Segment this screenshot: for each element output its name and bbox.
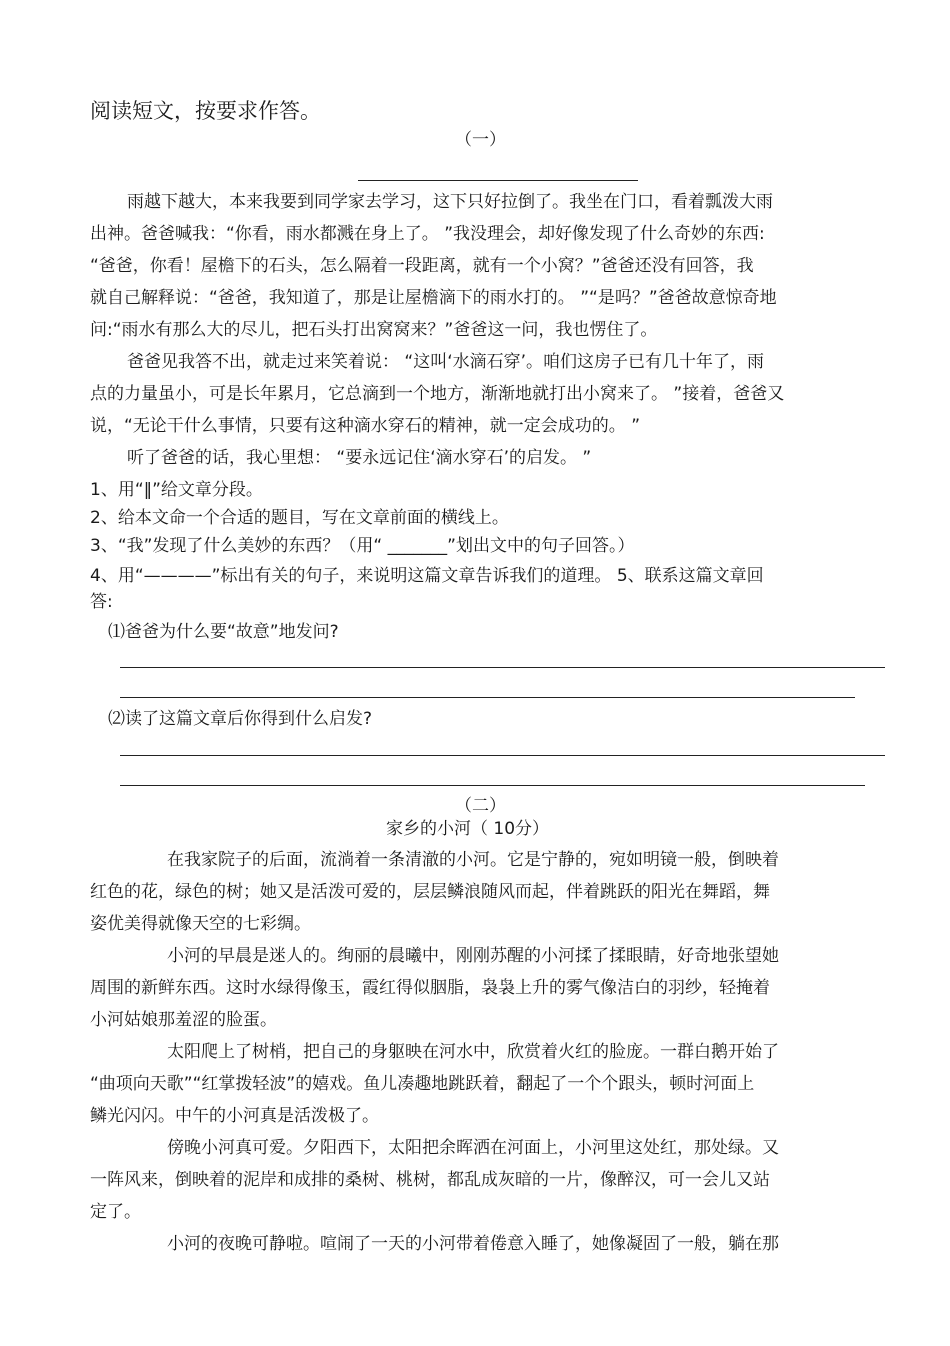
- question-3: 3、“我”发现了什么美妙的东西？（用“ _______”划出文中的句子回答。）: [90, 536, 635, 556]
- p1-line-6: 爸爸见我答不出，就走过来笑着说： “这叫‘水滴石穿’。咱们这房子已有几十年了，雨: [127, 352, 765, 372]
- p2-line-11: 一阵风来，倒映着的泥岸和成排的桑树、桃树，都乱成灰暗的一片，像醉汉，可一会儿又站: [90, 1170, 770, 1190]
- part1-heading: （一）: [455, 130, 506, 150]
- p1-line-9: 听了爸爸的话，我心里想： “要永远记住‘滴水穿石’的启发。 ”: [127, 448, 592, 468]
- title-blank-line[interactable]: [358, 180, 638, 181]
- part2-heading: （二）: [455, 796, 506, 816]
- p1-line-2: 出神。爸爸喊我：“你看，雨水都溅在身上了。 ”我没理会，却好像发现了什么奇妙的东西:: [90, 224, 765, 244]
- question-1: 1、用“‖”给文章分段。: [90, 480, 263, 500]
- p2-line-7: 太阳爬上了树梢，把自己的身躯映在河水中，欣赏着火红的脸庞。一群白鹅开始了: [167, 1042, 779, 1062]
- answer-line-2a[interactable]: [120, 755, 885, 756]
- part2-title: 家乡的小河（ 10分）: [386, 819, 550, 839]
- question-4-cont: 答:: [90, 592, 113, 612]
- p2-line-5: 周围的新鲜东西。这时水绿得像玉，霞红得似胭脂，袅袅上升的雾气像洁白的羽纱，轻掩着: [90, 978, 770, 998]
- instruction: 阅读短文，按要求作答。: [90, 99, 321, 123]
- question-2: 2、给本文命一个合适的题目，写在文章前面的横线上。: [90, 508, 509, 528]
- p1-line-1: 雨越下越大，本来我要到同学家去学习，这下只好拉倒了。我坐在门口，看着瓢泼大雨: [127, 192, 773, 212]
- p2-line-12: 定了。: [90, 1202, 141, 1222]
- p1-line-3: “爸爸，你看！屋檐下的石头，怎么隔着一段距离，就有一个小窝？”爸爸还没有回答，我: [90, 256, 754, 276]
- p1-line-8: 说，“无论干什么事情，只要有这种滴水穿石的精神，就一定会成功的。 ”: [90, 416, 641, 436]
- p2-line-3: 姿优美得就像天空的七彩绸。: [90, 914, 311, 934]
- answer-line-2b[interactable]: [120, 785, 865, 786]
- p2-line-6: 小河姑娘那羞涩的脸蛋。: [90, 1010, 277, 1030]
- p1-line-4: 就自己解释说：“爸爸，我知道了，那是让屋檐滴下的雨水打的。 ”“是吗？”爸爸故意惊奇地: [90, 288, 777, 308]
- answer-line-1b[interactable]: [120, 697, 855, 698]
- answer-line-1a[interactable]: [120, 667, 885, 668]
- sub-question-2: ⑵读了这篇文章后你得到什么启发?: [108, 709, 373, 729]
- p2-line-4: 小河的早晨是迷人的。绚丽的晨曦中，刚刚苏醒的小河揉了揉眼睛，好奇地张望她: [167, 946, 779, 966]
- p2-line-10: 傍晚小河真可爱。夕阳西下，太阳把余晖洒在河面上，小河里这处红，那处绿。又: [167, 1138, 779, 1158]
- p1-line-7: 点的力量虽小，可是长年累月，它总滴到一个地方，渐渐地就打出小窝来了。 ”接着，爸爸又: [90, 384, 785, 404]
- p1-line-5: 问:“雨水有那么大的尽儿，把石头打出窝窝来？”爸爸这一问，我也愣住了。: [90, 320, 658, 340]
- p2-line-8: “曲项向天歌”“红掌拨轻波”的嬉戏。鱼儿凑趣地跳跃着，翻起了一个个跟头，顿时河面上: [90, 1074, 755, 1094]
- p2-line-1: 在我家院子的后面，流淌着一条清澈的小河。它是宁静的，宛如明镜一般，倒映着: [167, 850, 779, 870]
- p2-line-2: 红色的花，绿色的树；她又是活泼可爱的，层层鳞浪随风而起，伴着跳跃的阳光在舞蹈，舞: [90, 882, 770, 902]
- sub-question-1: ⑴爸爸为什么要“故意”地发问?: [108, 622, 339, 642]
- p2-line-13: 小河的夜晚可静啦。喧闹了一天的小河带着倦意入睡了，她像凝固了一般，躺在那: [167, 1234, 779, 1254]
- question-4: 4、用“————”标出有关的句子，来说明这篇文章告诉我们的道理。 5、联系这篇文章回: [90, 566, 764, 586]
- p2-line-9: 鳞光闪闪。中午的小河真是活泼极了。: [90, 1106, 379, 1126]
